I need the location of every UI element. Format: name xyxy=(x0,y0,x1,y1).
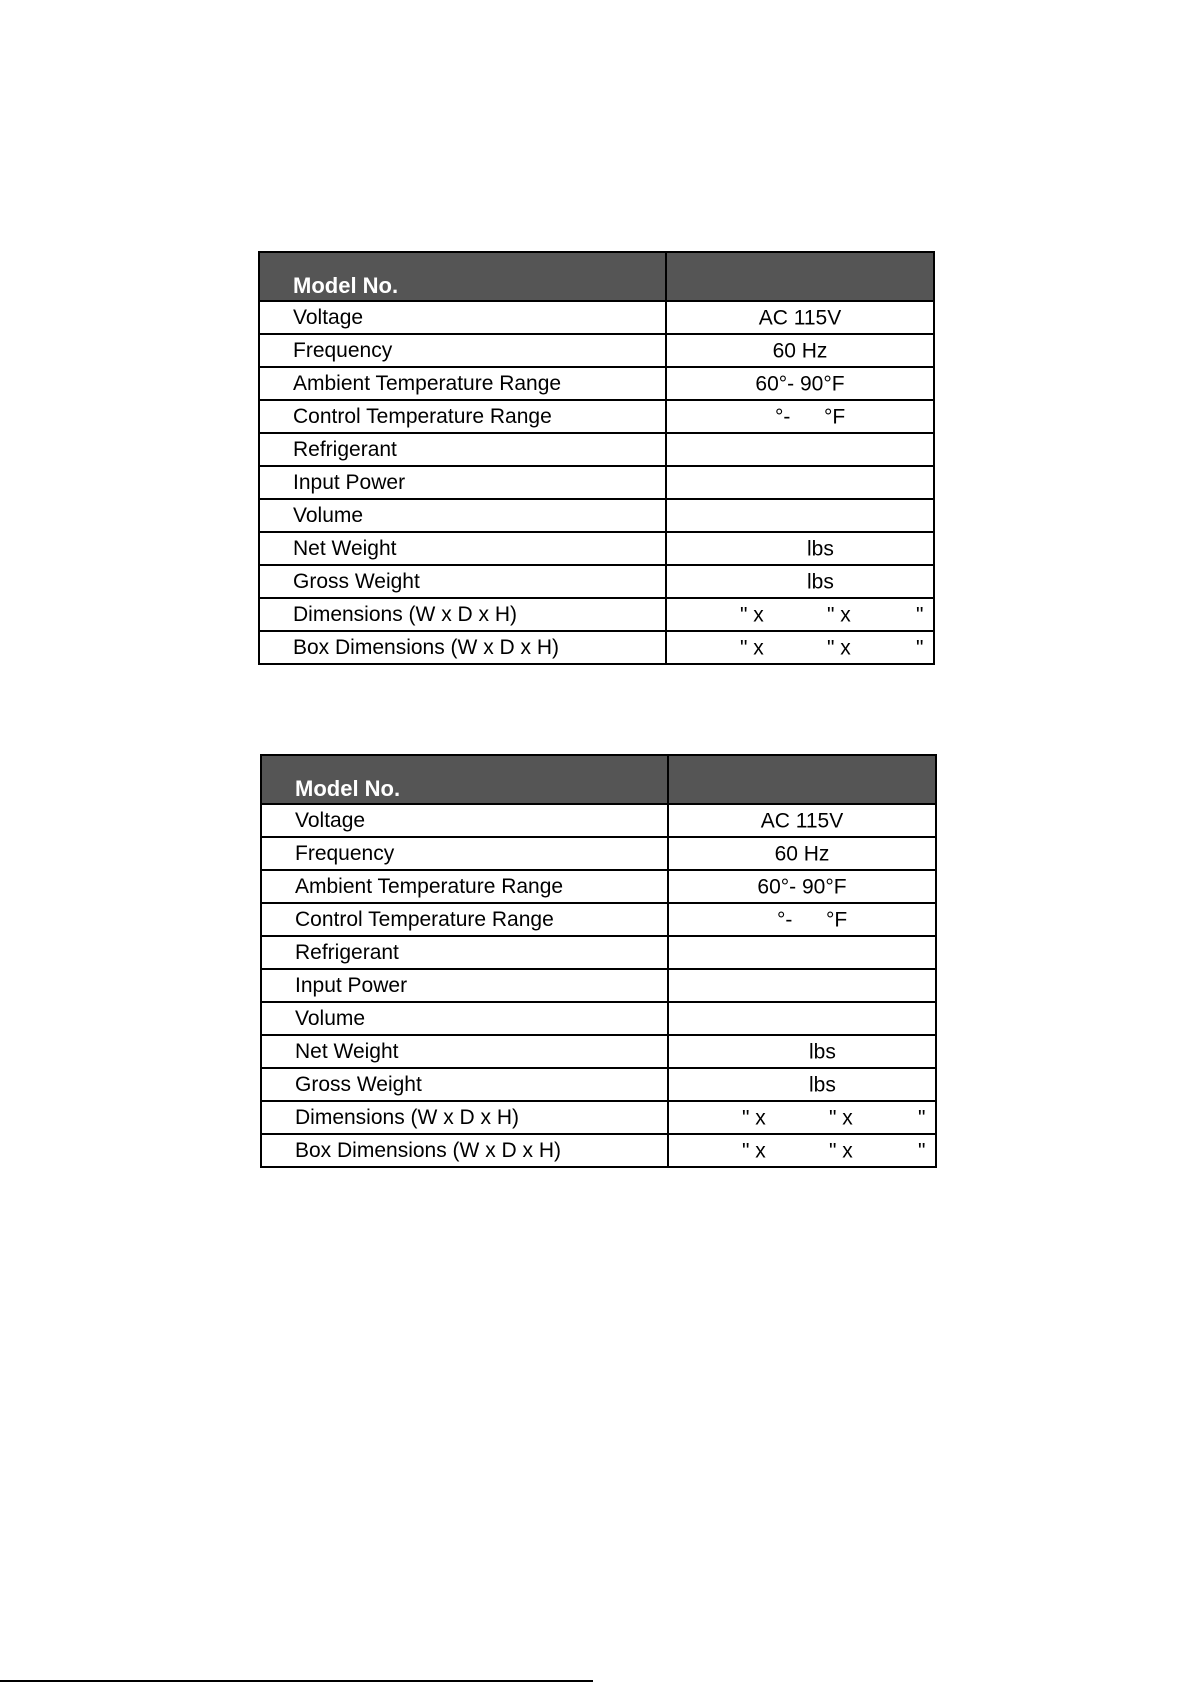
table-row xyxy=(261,1002,936,1035)
table-row xyxy=(261,969,936,1002)
net-weight-unit: lbs xyxy=(807,537,834,560)
box-dimensions-part-3: " xyxy=(916,636,924,659)
volume-label: Volume xyxy=(261,1002,668,1035)
model-no-value xyxy=(666,252,934,301)
input-power-label: Input Power xyxy=(261,969,668,1002)
spec-table-1 xyxy=(258,251,935,665)
dimensions-part-2: " x xyxy=(829,1106,853,1129)
frequency-value: 60 Hz xyxy=(774,842,830,865)
box-dimensions-label: Box Dimensions (W x D x H) xyxy=(259,631,666,664)
box-dimensions-part-3: " xyxy=(918,1139,926,1162)
table-row xyxy=(259,433,934,466)
dimensions-label: Dimensions (W x D x H) xyxy=(259,598,666,631)
control-temp-label: Control Temperature Range xyxy=(259,400,666,433)
table-row xyxy=(259,334,934,367)
table-row xyxy=(261,804,936,837)
ambient-temp-label: Ambient Temperature Range xyxy=(259,367,666,400)
box-dimensions-label: Box Dimensions (W x D x H) xyxy=(261,1134,668,1167)
table-row xyxy=(261,1134,936,1167)
table-row xyxy=(259,565,934,598)
table-header-row xyxy=(259,252,934,301)
ambient-temp-label: Ambient Temperature Range xyxy=(261,870,668,903)
dimensions-part-1: " x xyxy=(740,603,764,626)
dimensions-part-3: " xyxy=(918,1106,926,1129)
model-no-label: Model No. xyxy=(259,252,666,301)
table-row xyxy=(261,936,936,969)
control-temp-unit: °F xyxy=(824,405,846,428)
table-row xyxy=(261,837,936,870)
ambient-temp-value: 60°- 90°F xyxy=(757,875,847,898)
gross-weight-label: Gross Weight xyxy=(259,565,666,598)
input-power-label: Input Power xyxy=(259,466,666,499)
net-weight-label: Net Weight xyxy=(261,1035,668,1068)
table-header-row xyxy=(261,755,936,804)
table-row xyxy=(259,400,934,433)
box-dimensions-part-2: " x xyxy=(827,636,851,659)
voltage-label: Voltage xyxy=(259,301,666,334)
table-row xyxy=(259,466,934,499)
dimensions-part-1: " x xyxy=(742,1106,766,1129)
table-row xyxy=(259,598,934,631)
model-no-value xyxy=(668,755,936,804)
voltage-value: AC 115V xyxy=(758,306,842,329)
table-row xyxy=(261,1035,936,1068)
table-row xyxy=(261,903,936,936)
footer-rule xyxy=(0,1680,593,1682)
box-dimensions-part-1: " x xyxy=(740,636,764,659)
frequency-label: Frequency xyxy=(259,334,666,367)
dimensions-part-3: " xyxy=(916,603,924,626)
spec-table-2 xyxy=(260,754,937,1168)
frequency-value: 60 Hz xyxy=(772,339,828,362)
gross-weight-unit: lbs xyxy=(807,570,834,593)
refrigerant-label: Refrigerant xyxy=(261,936,668,969)
box-dimensions-part-1: " x xyxy=(742,1139,766,1162)
volume-label: Volume xyxy=(259,499,666,532)
control-temp-deg: °- xyxy=(777,908,793,931)
table-row xyxy=(261,870,936,903)
control-temp-unit: °F xyxy=(826,908,848,931)
table-row xyxy=(259,301,934,334)
net-weight-unit: lbs xyxy=(809,1040,836,1063)
table-row xyxy=(259,499,934,532)
dimensions-part-2: " x xyxy=(827,603,851,626)
table-row xyxy=(259,367,934,400)
model-no-label: Model No. xyxy=(261,755,668,804)
table-row xyxy=(259,532,934,565)
voltage-label: Voltage xyxy=(261,804,668,837)
gross-weight-label: Gross Weight xyxy=(261,1068,668,1101)
dimensions-label: Dimensions (W x D x H) xyxy=(261,1101,668,1134)
gross-weight-unit: lbs xyxy=(809,1073,836,1096)
box-dimensions-part-2: " x xyxy=(829,1139,853,1162)
table-row xyxy=(261,1068,936,1101)
voltage-value: AC 115V xyxy=(760,809,844,832)
table-row xyxy=(261,1101,936,1134)
control-temp-label: Control Temperature Range xyxy=(261,903,668,936)
control-temp-deg: °- xyxy=(775,405,791,428)
table-row xyxy=(259,631,934,664)
refrigerant-label: Refrigerant xyxy=(259,433,666,466)
frequency-label: Frequency xyxy=(261,837,668,870)
net-weight-label: Net Weight xyxy=(259,532,666,565)
ambient-temp-value: 60°- 90°F xyxy=(755,372,845,395)
